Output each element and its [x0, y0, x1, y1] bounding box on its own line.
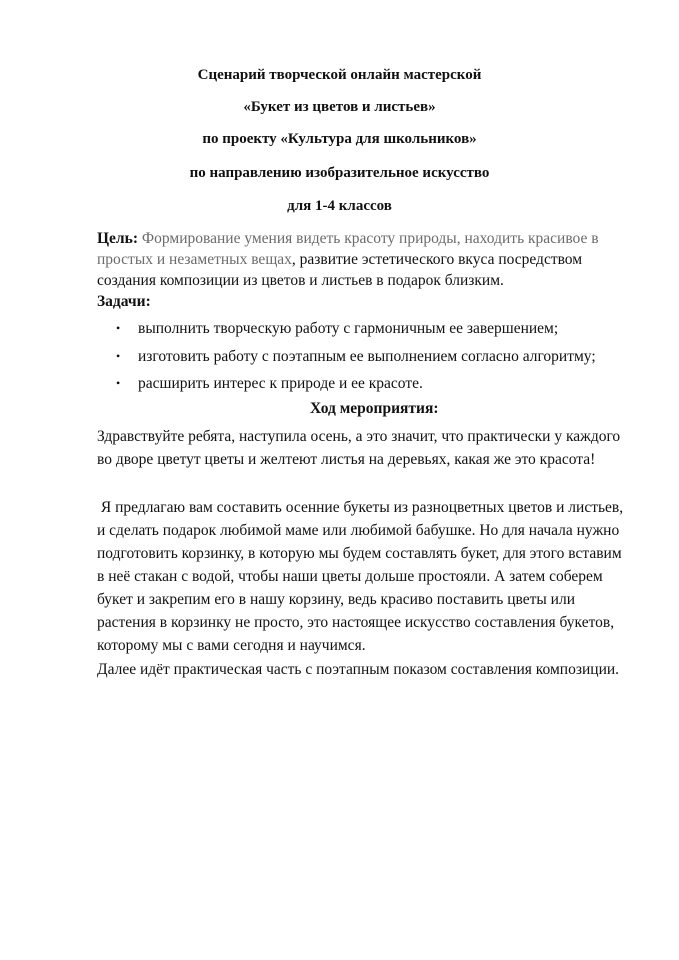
task-item-text: изготовить работу с поэтапным ее выполнением согласно алгоритму; [138, 348, 596, 365]
goal-paragraph [97, 228, 622, 291]
bullet-icon: • [116, 376, 121, 390]
title-line-5: для 1-4 классов [287, 198, 392, 214]
task-item-text: выполнить творческую работу с гармоничным ее завершением; [138, 320, 559, 337]
event-heading: Ход мероприятия: [310, 400, 439, 417]
event-paragraph-2: Я предлагаю вам составить осенние букеты из разноцветных цветов и листьев, и сделать подарок любимой маме или любимой бабушке. Но для начала нужно подготовить корзинку, в которую мы будем составлять букет, для этого вставим в неё стакан с водой, чтобы наши цветы дольше простояли. А затем соберем букет и закрепим его в нашу корзину, ведь красиво поставить цветы или растения в корзинку не просто, это настоящее искусство составления букетов, которому мы с вами сегодня и научимся. [97, 499, 627, 654]
event-paragraph-3: Далее идёт практическая часть с поэтапным показом составления композиции. [97, 661, 620, 678]
task-item [116, 373, 423, 394]
bullet-icon: • [116, 349, 121, 363]
goal-text-part-1: Формирование умения видеть красоту природы, находить красивое в простых и незаметных вещах [97, 230, 599, 268]
task-item-text: расширить интерес к природе и ее красоте. [138, 375, 423, 392]
goal-text-part-2: , развитие эстетического вкуса посредством создания композиции из цветов и листьев в подарок близким. [97, 251, 583, 289]
bullet-icon: • [116, 321, 121, 335]
goal-label: Цель: [97, 230, 138, 247]
title-line-3: по проекту «Культура для школьников» [202, 131, 477, 147]
task-item [116, 318, 558, 339]
title-line-4: по направлению изобразительное искусство [189, 165, 490, 181]
task-item [116, 346, 596, 367]
event-paragraph-1: Здравствуйте ребята, наступила осень, а это значит, что практически у каждого во дворе цветут цветы и желтеют листья на деревьях, какая же это красота! [97, 428, 621, 468]
title-line-1: Сценарий творческой онлайн мастерской [197, 67, 482, 83]
tasks-label: Задачи: [97, 293, 151, 310]
title-line-2: «Букет из цветов и листьев» [243, 99, 436, 115]
